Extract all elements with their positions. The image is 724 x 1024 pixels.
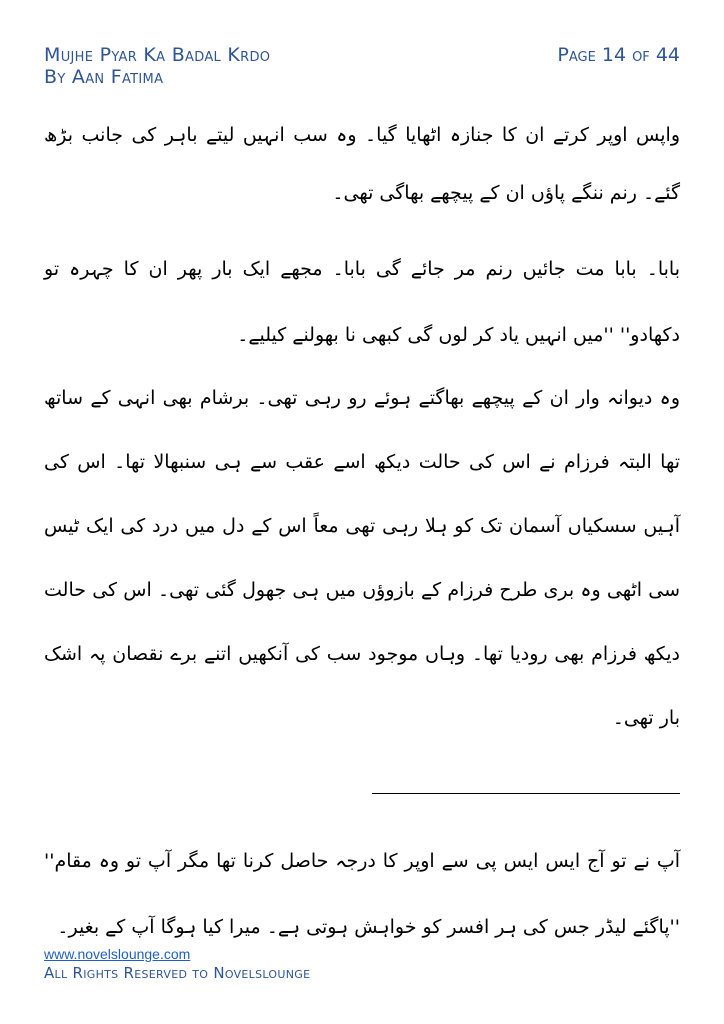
section-divider bbox=[372, 793, 680, 794]
paragraph-4: آپ نے تو آج ایس ایس پی سے اوپر کا درجہ حاصل کرنا تھا مگر آپ تو وہ مقام'' ''پاگئے لیڈر جس کی ہر افسر کو خواہش ہوتی ہے۔ میرا کیا ہوگا آپ کے بغیر۔ bbox=[44, 850, 680, 938]
book-author: By Aan Fatima bbox=[44, 66, 164, 88]
paragraph-1: واپس اوپر کرتے ان کا جنازہ اٹھایا گیا۔ وہ سب انہیں لیتے باہر کی جانب بڑھ گئے۔ رنم ننگے پاؤں ان کے پیچھے بھاگی تھی۔ bbox=[44, 124, 680, 204]
website-link[interactable]: www.novelslounge.com bbox=[44, 946, 191, 962]
page-number: Page 14 of 44 bbox=[557, 44, 680, 66]
paragraph-3: وہ دیوانہ وار ان کے پیچھے بھاگتے ہوئے رو رہی تھی۔ برشام بھی انہی کے ساتھ تھا البتہ فرزام نے اس کی حالت دیکھ اسے عقب سے ہی سنبھالا تھا۔ اس کی آہیں سسکیاں آسمان تک کو ہلا رہی تھی معاً اس کے دل میں درد کی ایک ٹیس سی اٹھی وہ بری طرح فرزام کے بازوؤں میں ہی جھول گئی تھی۔ اس کی حالت دیکھ فرزام بھی رودیا تھا۔ وہاں موجود سب کی آنکھیں اتنے برے نقصان پہ اشک بار تھی۔ bbox=[44, 387, 680, 729]
header-block bbox=[44, 44, 270, 88]
footer bbox=[44, 945, 310, 983]
rights-notice: All Rights Reserved to Novelslounge bbox=[44, 964, 311, 982]
paragraph-2: بابا۔ بابا مت جائیں رنم مر جائے گی بابا۔ مجھے ایک بار پھر ان کا چہرہ تو دکھادو'' ''میں انہیں یاد کر لوں گی کبھی نا بھولنے کیلیے۔ bbox=[44, 258, 680, 346]
book-title: Mujhe Pyar Ka Badal Krdo bbox=[44, 44, 271, 66]
